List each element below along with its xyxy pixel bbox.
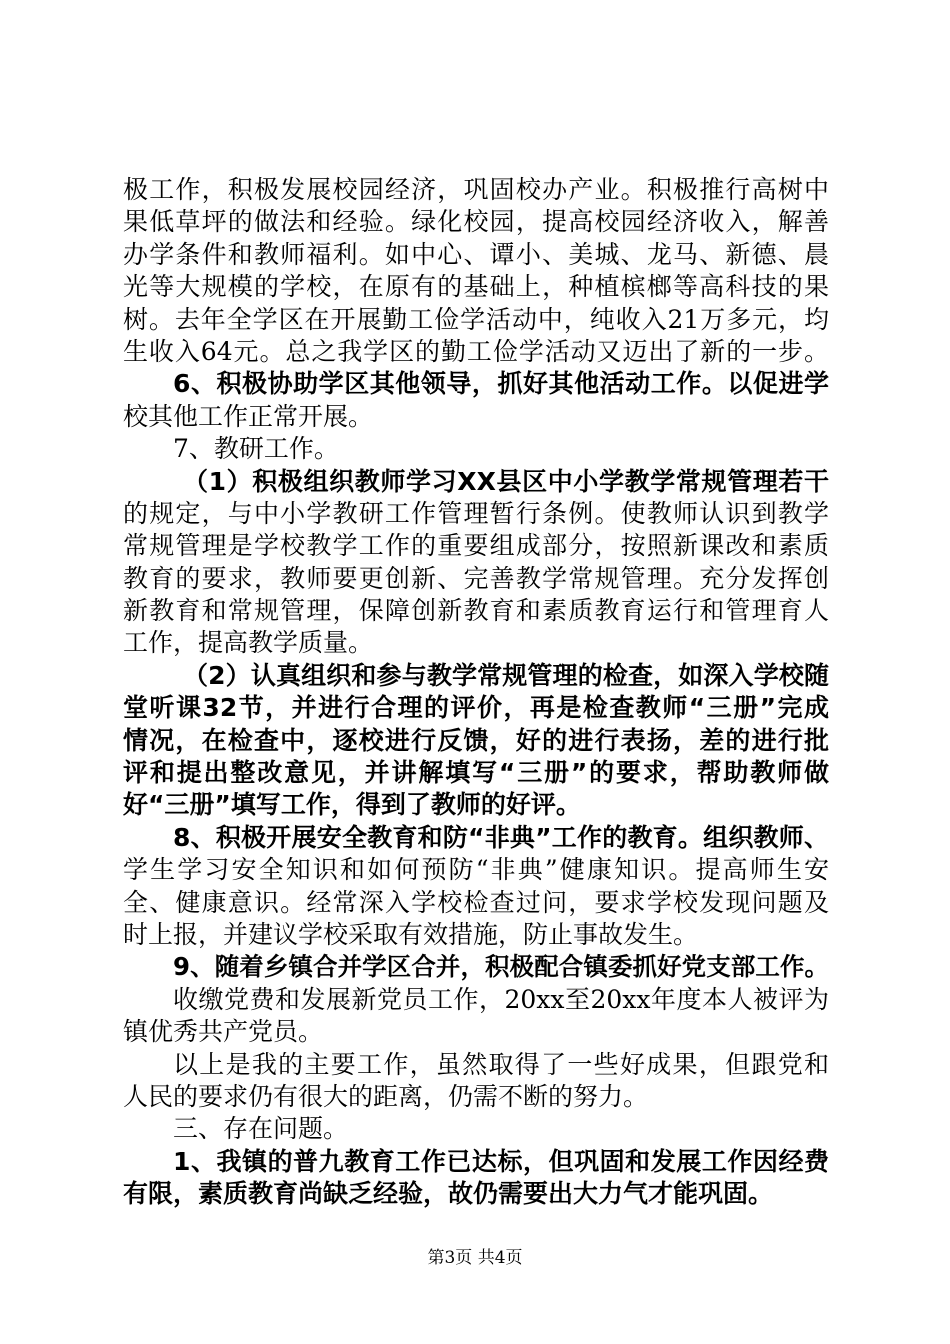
text-line: 工作，提高教学质量。 [123,628,374,658]
text-line: 生收入64元。总之我学区的勤工俭学活动又迈出了新的一步。 [123,336,829,366]
text-line: 收缴党费和发展新党员工作，20xx至20xx年度本人被评为 [173,984,829,1014]
text-line: 6、积极协助学区其他领导，抓好其他活动工作。以促进学 [173,369,829,399]
text-line: 校其他工作正常开展。 [123,401,374,431]
text-line: 9、随着乡镇合并学区合并，积极配合镇委抓好党支部工作。 [173,952,829,982]
text-line: 1、我镇的普九教育工作已达标，但巩固和发展工作因经费 [173,1146,829,1176]
text-line: 有限，素质教育尚缺乏经验，故仍需要出大力气才能巩固。 [123,1179,774,1209]
text-line: （2）认真组织和参与教学常规管理的检查，如深入学校随 [183,660,829,690]
text-line: 三、存在问题。 [173,1114,349,1144]
text-line: 的规定，与中小学教研工作管理暂行条例。使教师认识到教学 [123,498,829,528]
text-line: 办学条件和教师福利。如中心、谭小、美城、龙马、新德、晨 [123,239,829,269]
text-line: 光等大规模的学校，在原有的基础上，种植槟榔等高科技的果 [123,272,829,302]
text-line: 人民的要求仍有很大的距离，仍需不断的努力。 [123,1081,649,1111]
page-footer: 第3页 共4页 [427,1248,523,1268]
text-line: 新教育和常规管理，保障创新教育和素质教育运行和管理育人 [123,596,829,626]
text-line: 教育的要求，教师要更创新、完善教学常规管理。充分发挥创 [123,563,829,593]
text-line: 好“三册”填写工作，得到了教师的好评。 [123,790,581,820]
text-line: 7、教研工作。 [173,434,339,464]
text-line: 堂听课32节，并进行合理的评价，再是检查教师“三册”完成 [123,693,829,723]
text-line: （1）积极组织教师学习XX县区中小学教学常规管理若干 [183,466,829,496]
text-line: 全、健康意识。经常深入学校检查过问，要求学校发现问题及 [123,887,829,917]
text-line: 树。去年全学区在开展勤工俭学活动中，纯收入21万多元，均 [123,304,829,334]
text-line: 8、积极开展安全教育和防“非典”工作的教育。组织教师、 [173,822,829,852]
document-body [123,174,829,1211]
text-line: 常规管理是学校教学工作的重要组成部分，按照新课改和素质 [123,531,829,561]
text-line: 镇优秀共产党员。 [123,1017,324,1047]
text-line: 以上是我的主要工作，虽然取得了一些好成果，但跟党和 [173,1049,829,1079]
text-line: 评和提出整改意见，并讲解填写“三册”的要求，帮助教师做 [123,758,829,788]
text-line: 学生学习安全知识和如何预防“非典”健康知识。提高师生安 [123,855,829,885]
text-line: 时上报，并建议学校采取有效措施，防止事故发生。 [123,919,699,949]
text-line: 果低草坪的做法和经验。绿化校园，提高校园经济收入，解善 [123,207,829,237]
text-line: 情况，在检查中，逐校进行反馈，好的进行表扬，差的进行批 [123,725,829,755]
text-line: 极工作，积极发展校园经济，巩固校办产业。积极推行高树中 [123,175,829,204]
